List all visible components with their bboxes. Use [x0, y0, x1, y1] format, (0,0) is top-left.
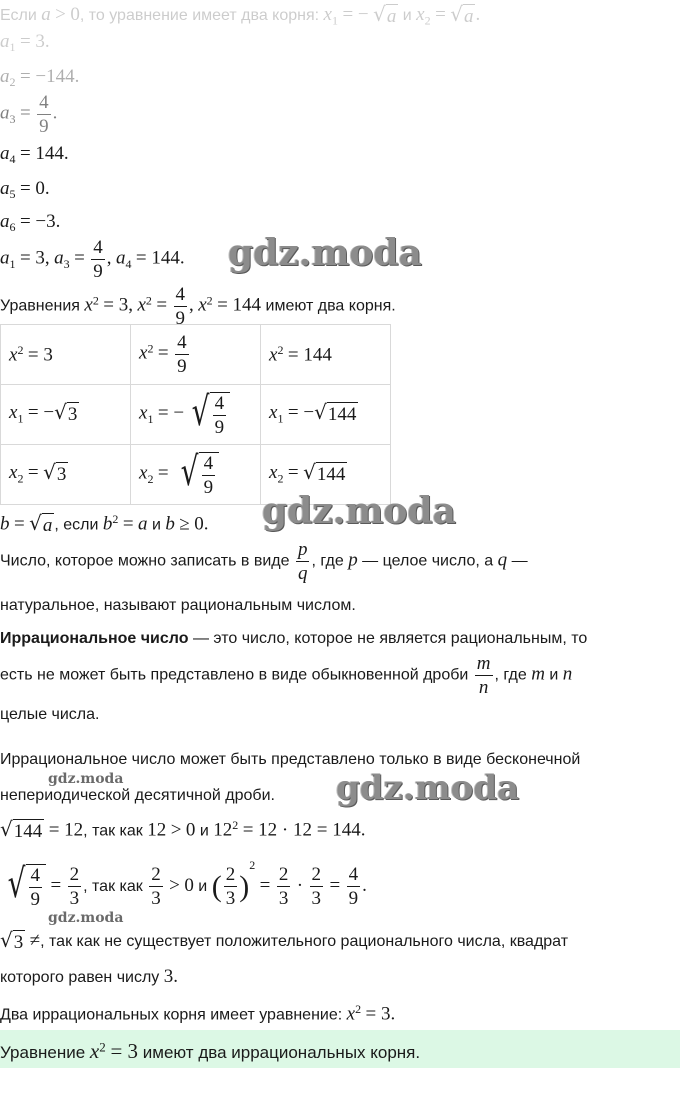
fraction	[347, 865, 361, 908]
definition-line	[0, 512, 208, 537]
table-cell	[131, 445, 261, 505]
math-expr: = 144	[217, 294, 262, 316]
math-op: =	[122, 513, 134, 535]
math-var: b	[0, 513, 10, 535]
irrational-line-1	[0, 630, 587, 648]
math-sub: 1	[9, 256, 16, 271]
math-num: 0	[70, 4, 80, 26]
text: Иррациональное число может быть представлено только в виде бесконечной	[0, 751, 581, 768]
math-expr: = 3.	[19, 31, 50, 52]
frac-den: 9	[177, 356, 187, 377]
math-sub: 4	[125, 256, 132, 271]
text: —	[511, 552, 528, 570]
math-op: >	[169, 875, 180, 896]
math-var: x	[198, 294, 207, 316]
text: непериодической десятичной дроби.	[0, 787, 275, 804]
radicand: 144	[13, 821, 43, 843]
math-var: p	[348, 549, 358, 571]
table-cell	[261, 325, 391, 385]
math-op: =	[74, 247, 85, 269]
math-sub: 2	[277, 471, 284, 486]
math-sub: 1	[147, 411, 154, 426]
math-op: =	[329, 875, 341, 896]
text: — это число, которое не является рациональным, то	[192, 630, 588, 647]
text: и	[549, 666, 559, 684]
text: и	[402, 7, 412, 25]
text: Уравнение	[0, 1043, 86, 1062]
math-expr: = 3,	[19, 247, 50, 269]
table-cell	[131, 385, 261, 445]
math-var: x	[9, 344, 18, 366]
table-cell	[1, 445, 131, 505]
math-num: 3	[163, 966, 174, 987]
fraction	[174, 285, 188, 328]
text: и	[198, 878, 208, 895]
math-sub: 4	[9, 152, 16, 167]
fraction	[213, 394, 227, 437]
math-var: a	[54, 247, 64, 269]
frac-num: 2	[311, 864, 322, 886]
fraction	[149, 865, 163, 908]
sqrt: √ a	[450, 2, 474, 27]
math-sub: 5	[9, 187, 16, 202]
math-var: a	[115, 247, 126, 269]
watermark: gdz.moda	[48, 771, 124, 787]
fraction	[277, 865, 291, 908]
table-cell	[1, 325, 131, 385]
fraction	[175, 333, 189, 376]
math-sup: 2	[145, 293, 152, 308]
text: Если	[0, 7, 37, 25]
frac-den: 3	[311, 888, 322, 910]
answer-line	[0, 1039, 420, 1064]
frac-den: 9	[214, 417, 225, 438]
frac-num: 2	[278, 864, 289, 886]
math-op: ≥	[179, 513, 190, 535]
math-op: =	[156, 294, 168, 316]
math-var: x	[139, 462, 148, 484]
math-var: x	[269, 462, 278, 484]
a6-line	[0, 211, 60, 235]
frac-num: 2	[151, 864, 161, 886]
math-var: a	[0, 102, 10, 124]
math-num: 0	[184, 875, 194, 896]
math-sub: 1	[9, 40, 16, 55]
math-expr: = 12	[48, 819, 84, 841]
math-var: x	[269, 344, 278, 366]
frac-den: 9	[39, 116, 49, 137]
irrational-line-3	[0, 706, 99, 724]
fraction	[296, 540, 310, 583]
math-var: x	[269, 402, 278, 424]
text: , где	[311, 552, 344, 570]
sqrt: √ a	[373, 2, 397, 27]
math-var: a	[42, 515, 53, 537]
math-var: x	[9, 462, 18, 484]
text: есть не может быть представлено в виде обыкновенной дроби	[0, 666, 469, 684]
math-op: = −	[342, 4, 369, 26]
table-row	[1, 325, 391, 385]
decimal-line-2	[0, 787, 275, 805]
math-sup: 2	[277, 342, 284, 357]
frac-num: 4	[39, 92, 49, 113]
math-sub: 1	[277, 411, 284, 426]
math-sub: 2	[424, 13, 431, 28]
math-sub: 2	[17, 471, 24, 486]
radicand: 3	[56, 464, 67, 486]
math-expr: = 144.	[19, 143, 69, 164]
math-op: ·	[296, 875, 304, 896]
frac-num: 4	[203, 453, 214, 474]
math-sub: 6	[9, 220, 16, 235]
a5-line	[0, 178, 50, 202]
math-sub: 2	[9, 75, 16, 90]
intro-line	[0, 4, 480, 28]
watermark: gdz.moda	[48, 910, 124, 926]
math-op: .	[52, 102, 58, 124]
math-sup: 2	[147, 341, 154, 356]
math-var: b	[102, 513, 113, 535]
fraction	[202, 454, 216, 497]
fraction	[224, 865, 238, 908]
math-op: .	[173, 966, 179, 987]
sqrt: √ 144	[314, 400, 357, 426]
watermark: gdz.moda	[336, 768, 520, 808]
math-op: =	[157, 462, 169, 484]
sqrt: √ $\frac{4}{9}$	[184, 392, 230, 437]
text: , так как	[83, 878, 143, 895]
math-var: a	[0, 66, 10, 87]
sqrt: √ $\frac{4}{9}$	[173, 452, 219, 497]
math-var: x	[346, 1003, 356, 1025]
math-var: a	[0, 143, 10, 164]
math-var: x	[139, 342, 148, 364]
frac-num: 2	[225, 864, 236, 886]
frac-num: 4	[93, 237, 103, 258]
sqrt: √ 3	[43, 460, 67, 486]
table-cell	[261, 385, 391, 445]
decimal-line-1	[0, 751, 580, 769]
fraction	[91, 238, 105, 281]
text: , то уравнение имеет два корня:	[79, 7, 320, 25]
math-var: a	[463, 6, 474, 27]
math-var: x	[89, 1039, 100, 1063]
fraction	[29, 866, 43, 909]
math-op: = −	[157, 402, 185, 424]
frac-den: 3	[278, 888, 289, 910]
text: , так как	[83, 822, 143, 840]
math-sub: 1	[331, 13, 338, 28]
math-expr: = 3	[110, 1039, 139, 1063]
text: Два иррациональных корня имеет уравнение:	[0, 1006, 343, 1024]
math-op: ,	[106, 247, 112, 269]
math-op: .	[475, 4, 481, 26]
math-op: =	[435, 4, 446, 26]
math-op: =	[287, 462, 299, 484]
math-var: a	[0, 178, 10, 199]
math-op: .	[362, 875, 367, 896]
watermark: gdz.moda	[262, 490, 456, 532]
math-op: = −	[287, 402, 315, 424]
math-sup: 2	[232, 818, 239, 832]
watermark: gdz.moda	[228, 232, 422, 274]
fraction	[68, 865, 82, 908]
a4-line	[0, 143, 69, 167]
fraction	[310, 865, 324, 908]
math-var: x	[323, 4, 332, 26]
text: имеют два иррациональных корня.	[142, 1043, 421, 1062]
math-var: a	[0, 211, 10, 232]
math-op: = −	[27, 402, 55, 424]
math-sup: 2	[249, 858, 256, 872]
math-sub: 2	[147, 471, 154, 486]
frac-num: p	[297, 539, 308, 560]
frac-num: 4	[177, 332, 187, 353]
example-1	[0, 818, 365, 843]
example-2: √ $\frac{4}{9}$ = $\frac{2}{3}$ , так как $\frac{2}{3}$ > 0 и ( $\frac{2}{3}$ )$^2$ = $\frac{2}{3}$ · $\frac{2}{3}$ = $\frac{4}{9}$ .	[0, 858, 367, 909]
a1-line	[0, 31, 50, 55]
text: , где	[494, 666, 527, 684]
math-expr: = −144.	[19, 66, 80, 87]
frac-den: 9	[30, 889, 40, 911]
math-var: x	[137, 294, 146, 316]
math-var: x	[139, 402, 148, 424]
math-sup: 2	[99, 1039, 106, 1055]
math-sup: 2	[206, 293, 213, 308]
math-sub: 3	[9, 111, 16, 126]
fraction	[37, 93, 51, 136]
math-sup: 2	[92, 293, 99, 308]
math-sup: 2	[17, 342, 24, 357]
sqrt: √ 3	[0, 928, 24, 953]
term-bold: Иррациональное число	[0, 630, 189, 647]
roots-table	[0, 324, 391, 505]
equations-line	[0, 285, 396, 328]
text: Уравнения	[0, 297, 80, 315]
math-op: =	[19, 102, 31, 124]
math-num: 12	[147, 819, 167, 841]
math-op: =	[27, 462, 39, 484]
math-sub: 1	[17, 411, 24, 426]
frac-num: 4	[214, 393, 225, 414]
math-var: a	[0, 247, 10, 269]
example-3-line-2	[0, 966, 178, 988]
table-row	[1, 385, 391, 445]
frac-den: 3	[151, 888, 161, 910]
math-op: =	[259, 875, 271, 896]
math-expr: = 3.	[365, 1003, 396, 1025]
sqrt: √ 3	[54, 400, 78, 426]
frac-den: 9	[203, 477, 214, 498]
math-var: a	[0, 31, 10, 52]
rational-line-1	[0, 540, 528, 583]
math-expr: = 3,	[103, 294, 133, 316]
frac-den: 9	[348, 888, 359, 910]
conclusion-line	[0, 1002, 395, 1025]
text: натуральное, называют рациональным числом.	[0, 597, 356, 614]
math-expr: = 0.	[19, 178, 50, 199]
math-var: b	[165, 513, 175, 535]
math-num: 12	[213, 819, 233, 841]
math-expr: = 144	[287, 344, 332, 366]
table-cell	[1, 385, 131, 445]
frac-num: 4	[348, 864, 359, 886]
text: имеют два корня.	[265, 297, 396, 315]
sqrt: √ $\frac{4}{9}$	[0, 864, 46, 909]
frac-den: 9	[175, 308, 185, 329]
math-op: ,	[189, 294, 194, 316]
sqrt: √ 144	[303, 460, 346, 486]
frac-num: m	[476, 653, 491, 674]
frac-den: 3	[69, 888, 80, 910]
frac-den: n	[478, 677, 489, 698]
math-var: x	[416, 4, 425, 26]
text: целые числа.	[0, 706, 100, 723]
frac-den: 3	[225, 888, 236, 910]
math-var: a	[41, 4, 51, 26]
radicand: 144	[327, 404, 357, 426]
math-var: x	[9, 402, 18, 424]
text: и	[151, 516, 161, 534]
frac-den: q	[297, 563, 308, 584]
frac-den: 9	[93, 261, 103, 282]
math-expr: = 12 · 12 = 144.	[242, 819, 366, 841]
math-var: x	[84, 294, 93, 316]
fraction	[475, 654, 493, 697]
text: , так как не существует положительного рационального числа, квадрат	[40, 933, 569, 951]
math-sup: 2	[355, 1002, 362, 1016]
math-var: m	[531, 663, 545, 685]
math-op: >	[170, 819, 182, 841]
text: — целое число, а	[362, 552, 494, 570]
math-sup: 2	[112, 512, 119, 526]
frac-num: 4	[30, 865, 40, 887]
sqrt: √ 144	[0, 817, 43, 843]
irrational-line-2	[0, 654, 572, 697]
radicand: 144	[316, 464, 346, 486]
math-expr: = 3	[27, 344, 53, 366]
math-op: >	[55, 4, 66, 26]
example-3-line-1	[0, 930, 568, 954]
text: Число, которое можно записать в виде	[0, 552, 290, 570]
radicand: 3	[67, 404, 78, 426]
table-cell: $x^2$ = $\frac{4}{9}$	[131, 325, 261, 385]
math-var: n	[562, 663, 573, 685]
a3-line	[0, 93, 57, 136]
math-op: ≠	[29, 930, 41, 952]
math-op: =	[50, 875, 62, 896]
math-op: =	[13, 513, 25, 535]
text: которого равен числу	[0, 969, 160, 986]
radicand: 3	[13, 932, 24, 953]
frac-num: 2	[69, 864, 80, 886]
summary-line	[0, 238, 185, 281]
math-sub: 3	[63, 256, 70, 271]
rational-line-2	[0, 597, 356, 615]
text: , если	[54, 516, 99, 534]
math-var: a	[138, 513, 148, 535]
math-expr: = 144.	[135, 247, 185, 269]
sqrt: √ a	[29, 511, 53, 537]
a2-line	[0, 66, 79, 90]
math-expr: = −3.	[19, 211, 61, 232]
text: и	[199, 822, 209, 840]
math-num: 0	[185, 819, 196, 841]
frac-num: 4	[175, 284, 185, 305]
math-expr: 0.	[194, 513, 209, 535]
math-var: q	[497, 549, 508, 571]
math-var: a	[386, 6, 397, 27]
